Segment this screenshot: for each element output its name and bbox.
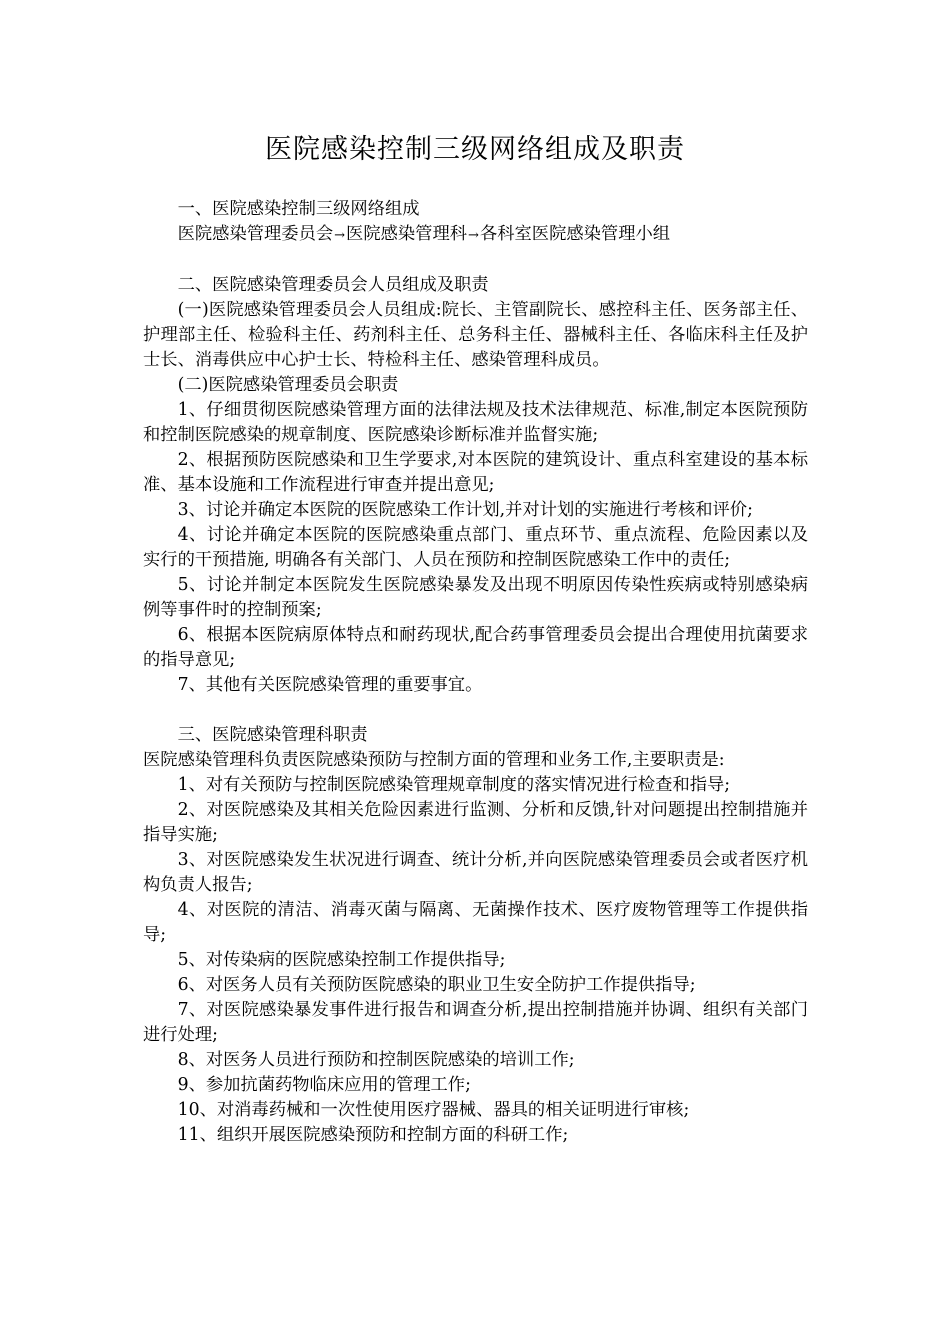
department-intro: 医院感染管理科负责医院感染预防与控制方面的管理和业务工作,主要职责是: [143,750,725,770]
department-duty-item: 7、对医院感染暴发事件进行报告和调查分析,提出控制措施并协调、组织有关部门进行处理; [143,1000,808,1045]
department-duty-item: 6、对医务人员有关预防医院感染的职业卫生安全防护工作提供指导; [177,975,696,995]
department-duty-item: 8、对医务人员进行预防和控制医院感染的培训工作; [177,1050,575,1070]
network-chain [143,222,808,248]
section-2-heading: 二、医院感染管理委员会人员组成及职责 [177,275,489,295]
committee-duty-item: 5、讨论并制定本医院发生医院感染暴发及出现不明原因传染性疾病或特别感染病例等事件时的控制预案; [143,575,808,620]
department-duty-item: 9、参加抗菌药物临床应用的管理工作; [177,1075,471,1095]
department-duty-item: 5、对传染病的医院感染控制工作提供指导; [177,950,506,970]
committee-duty-item: 2、根据预防医院感染和卫生学要求,对本医院的建筑设计、重点科室建设的基本标准、基本设施和工作流程进行审查并提出意见; [143,450,808,495]
committee-duty-item: 6、根据本医院病原体特点和耐药现状,配合药事管理委员会提出合理使用抗菌要求的指导意见; [143,625,808,670]
committee-duty-item: 3、讨论并确定本医院的医院感染工作计划,并对计划的实施进行考核和评价; [177,500,753,520]
section-3-heading: 三、医院感染管理科职责 [177,725,368,745]
arrow-right-icon: → [334,228,346,243]
spacer [143,698,808,723]
chain-level-1: 医院感染管理委员会 [177,224,334,244]
department-duty-item: 2、对医院感染及其相关危险因素进行监测、分析和反馈,针对问题提出控制措施并指导实施; [143,800,808,845]
department-duty-item: 3、对医院感染发生状况进行调查、统计分析,并向医院感染管理委员会或者医疗机构负责人报告; [143,850,808,895]
department-duty-item: 10、对消毒药械和一次性使用医疗器械、器具的相关证明进行审核; [177,1100,690,1120]
committee-members: (一)医院感染管理委员会人员组成:院长、主管副院长、感控科主任、医务部主任、护理部主任、检验科主任、药剂科主任、总务科主任、器械科主任、各临床科主任及护士长、消毒供应中心护士长、特检科主任、感染管理科成员。 [143,300,808,370]
chain-level-3: 各科室医院感染管理小组 [479,224,671,244]
section-1-heading: 一、医院感染控制三级网络组成 [177,199,420,219]
committee-duty-item: 1、仔细贯彻医院感染管理方面的法律法规及技术法律规范、标准,制定本医院预防和控制医院感染的规章制度、医院感染诊断标准并监督实施; [143,400,808,445]
department-duty-item: 4、对医院的清洁、消毒灭菌与隔离、无菌操作技术、医疗废物管理等工作提供指导; [143,900,808,945]
committee-duty-item: 4、讨论并确定本医院的医院感染重点部门、重点环节、重点流程、危险因素以及实行的干预措施, 明确各有关部门、人员在预防和控制医院感染工作中的责任; [143,525,808,570]
department-duty-item: 11、组织开展医院感染预防和控制方面的科研工作; [177,1125,569,1145]
department-duty-item: 1、对有关预防与控制医院感染管理规章制度的落实情况进行检查和指导; [177,775,731,795]
committee-duties-heading: (二)医院感染管理委员会职责 [177,375,399,395]
chain-level-2: 医院感染管理科 [346,224,468,244]
arrow-right-icon: → [468,228,479,243]
spacer [143,248,808,273]
committee-duty-item: 7、其他有关医院感染管理的重要事宜。 [177,675,483,695]
document-title: 医院感染控制三级网络组成及职责 [265,134,685,165]
document-body [143,197,808,1148]
